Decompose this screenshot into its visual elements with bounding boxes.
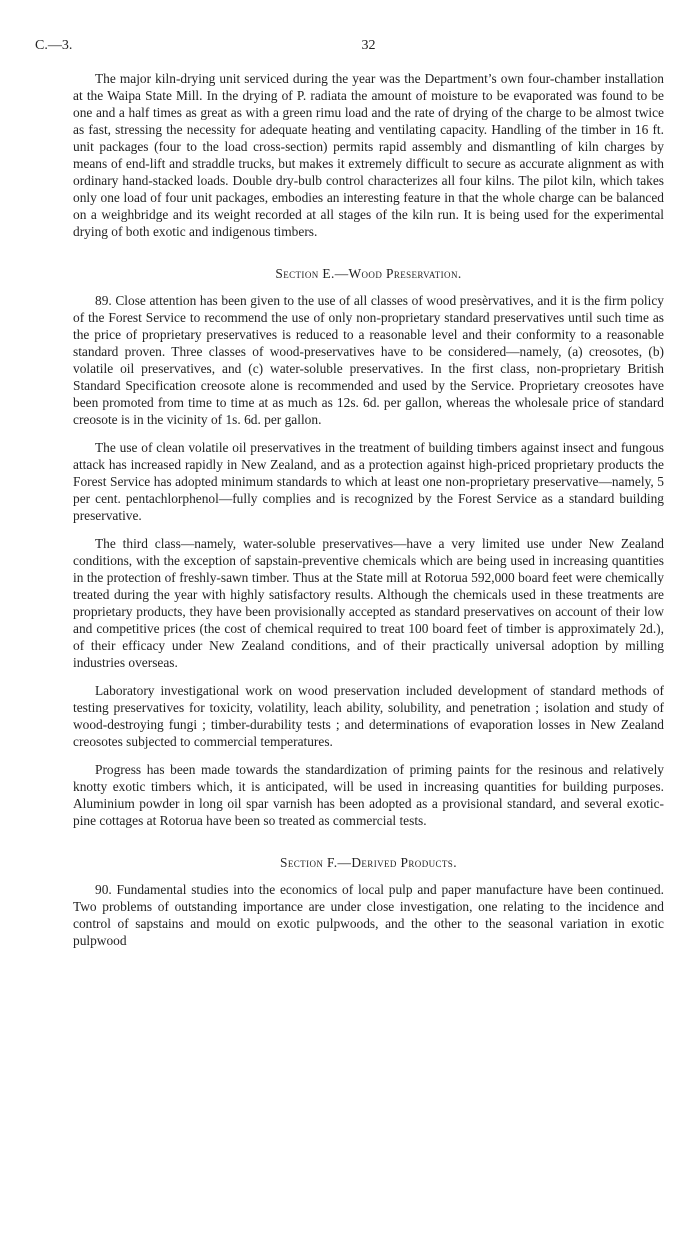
section-heading-e: Section E.—Wood Preservation. <box>275 266 462 281</box>
paragraph-kiln-drying: The major kiln-drying unit serviced during the year was the Department’s own four-chamber installation at the Waipa State Mill. In the drying of P. radiata the amount of moisture to be evaporated was found to be one and a half times as great as with a green rimu load and the rate of drying of the charge to be almost twice as fast, stressing the necessity for adequate heating and ventilating capacity. Handling of the timber in 16 ft. unit packages (four to the load cross-section) permits rapid assembly and dismantling of kiln charges by means of end-lift and straddle trucks, but makes it extremely difficult to secure as accurate alignment as with ordinary hand-stacked loads. Double dry-bulb control characterizes all four kilns. The pilot kiln, which takes only one load of four unit packages, embodies an interesting feature in that the whole charge can be balanced on a weighbridge and its weight recorded at all stages of the kiln run. It is being used for the experimental drying of both exotic and indigenous timbers. <box>73 71 664 239</box>
paragraph-volatile-oil: The use of clean volatile oil preservatives in the treatment of building timbers against insect and fungous attack has increased rapidly in New Zealand, and as a protection against high-priced proprietary products the Forest Service has adopted minimum standards to which at least one non-proprietary preservative—namely, 5 per cent. pentachlorphenol—fully complies and is recognized by the Forest Service as a standard building preservative. <box>73 440 664 523</box>
document-page <box>35 38 664 949</box>
page-header <box>35 38 664 60</box>
paragraph-89: 89. Close attention has been given to the use of all classes of wood presèrvatives, and it is the firm policy of the Forest Service to recommend the use of only non-proprietary standard preservatives until such time as the price of proprietary preservatives is reduced to a reasonable level and their conformity to a reasonable standard proven. Three classes of wood-preservatives have to be considered—namely, (a) creosotes, (b) volatile oil preservatives, and (c) water-soluble preservatives. In the first class, non-proprietary British Standard Specification creosote alone is recommended and used by the Service. Proprietary creosotes have been promoted from time to time at as much as 12s. 6d. per gallon, whereas the wholesale price of standard creosote is in the vicinity of 1s. 6d. per gallon. <box>73 293 664 427</box>
paragraph-90: 90. Fundamental studies into the economics of local pulp and paper manufacture have been continued. Two problems of outstanding importance are under close investigation, one relating to the incidence and control of sapstains and mould on exotic pulpwoods, and the other to the seasonal variation in exotic pulpwood <box>73 882 664 948</box>
paragraph-laboratory: Laboratory investigational work on wood preservation included development of standard methods of testing preservatives for toxicity, volatility, leach ability, solubility, and penetration ; isolation and study of wood-destroying fungi ; timber-durability tests ; and determinations of evaporation losses in New Zealand creosotes subjected to commercial temperatures. <box>73 683 664 749</box>
paragraph-priming-paints: Progress has been made towards the standardization of priming paints for the resinous and relatively knotty exotic timbers which, it is anticipated, will be used in increasing quantities for building purposes. Aluminium powder in long oil spar varnish has been adopted as a provisional standard, and several exotic-pine cottages at Rotorua have been so treated as commercial tests. <box>73 762 664 828</box>
document-reference: C.—3. <box>35 38 73 53</box>
section-heading-f: Section F.—Derived Products. <box>280 855 457 870</box>
paragraph-water-soluble: The third class—namely, water-soluble preservatives—have a very limited use under New Zealand conditions, with the exception of sapstain-preventive chemicals which are being used in increasing quantities in the protection of freshly-sawn timber. Thus at the State mill at Rotorua 592,000 board feet were chemically treated during the year with highly satisfactory results. Although the chemicals used in these treatments are proprietary products, they have been provisionally accepted as standard preservatives on account of their low and competitive prices (the cost of chemical required to treat 100 board feet of timber is approximately 2d.), of their efficacy under New Zealand conditions, and of their practically universal adoption by milling industries overseas. <box>73 536 664 670</box>
page-number: 32 <box>361 38 376 53</box>
